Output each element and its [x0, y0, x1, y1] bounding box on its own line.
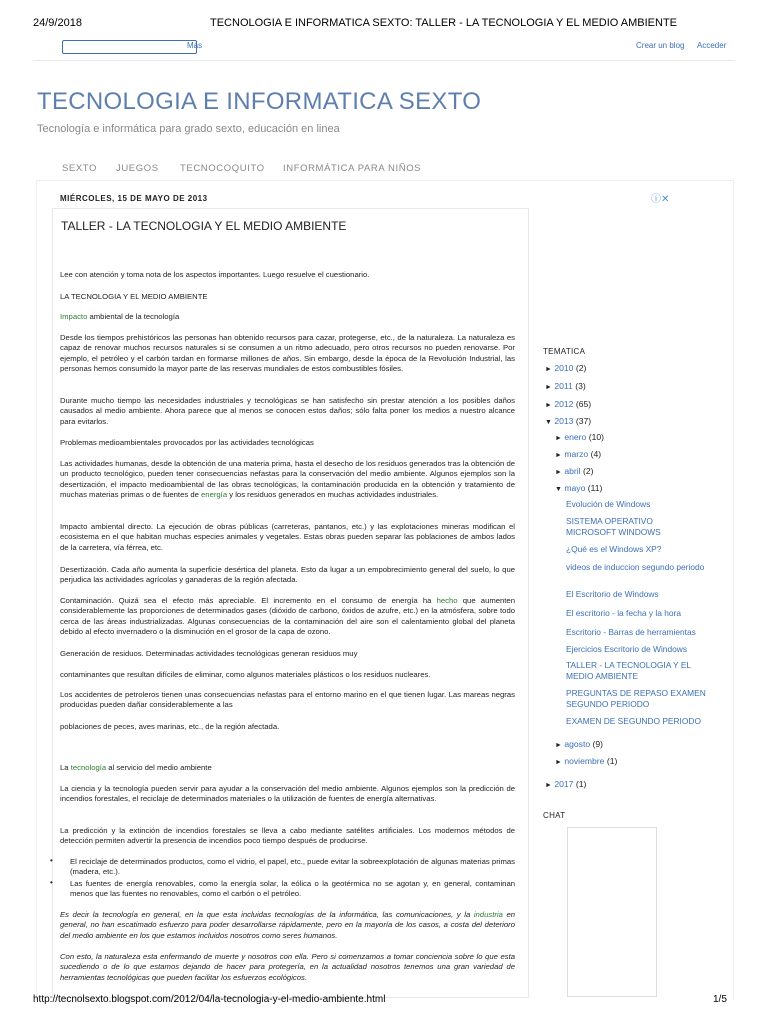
archive-year-2011[interactable]: ► 2011 (3)	[545, 381, 586, 391]
create-blog-link[interactable]: Crear un blog	[636, 41, 685, 50]
archive-month-noviembre[interactable]: ► noviembre (1)	[555, 756, 618, 766]
login-link[interactable]: Acceder	[697, 41, 727, 50]
tab-sexto[interactable]: SEXTO	[62, 163, 98, 174]
blog-title[interactable]: TECNOLOGIA E INFORMATICA SEXTO	[37, 88, 482, 115]
post-title[interactable]: TALLER - LA TECNOLOGIA Y EL MEDIO AMBIENTE	[61, 219, 347, 233]
archive-month-abril[interactable]: ► abril (2)	[555, 466, 594, 476]
ad-choices-icon[interactable]: ⓘ✕	[651, 194, 670, 205]
energia-link[interactable]: energía	[201, 489, 228, 499]
industria-link[interactable]: industria	[473, 910, 503, 919]
bullet-icon: •	[50, 856, 53, 865]
tab-informatica-para-ninos[interactable]: INFORMÁTICA PARA NIÑOS	[283, 163, 422, 174]
post-paragraph: Las actividades humanas, desde la obtención de una materia prima, hasta el desecho de los residuos generados tras la obtención de un producto tecnológico, pueden tener consecuencias nefastas para la conservación del medio ambiente. Algunos ejemplos son la desertización, el impacto medioambiental de las obras tecnológicas, la contaminación producida en la obtención y tratamiento de muchas materias primas o de fuentes de energía y los residuos generados en muchas actividades industriales.	[60, 459, 515, 499]
archive-year-2013[interactable]: ▼ 2013 (37)	[545, 416, 592, 426]
post-date-header: MIÉRCOLES, 15 DE MAYO DE 2013	[60, 194, 208, 203]
print-page-number: 1/5	[713, 994, 727, 1005]
sidebar-post-link[interactable]: Escritorio - Barras de herramientas	[566, 627, 696, 637]
print-date: 24/9/2018	[33, 17, 82, 29]
tecnologia-link[interactable]: tecnología	[70, 763, 107, 772]
collapsed-arrow-icon[interactable]: ►	[545, 402, 552, 409]
sidebar-heading-tematica: TEMATICA	[543, 347, 586, 356]
more-link[interactable]: Más	[187, 41, 203, 50]
archive-year-2010[interactable]: ► 2010 (2)	[545, 363, 587, 373]
collapsed-arrow-icon[interactable]: ►	[555, 452, 562, 459]
sidebar-post-link[interactable]: El Escritorio de Windows	[566, 589, 659, 599]
sidebar-post-link[interactable]: SISTEMA OPERATIVO MICROSOFT WINDOWS	[566, 516, 661, 537]
expanded-arrow-icon[interactable]: ▼	[545, 419, 552, 426]
list-item: El reciclaje de determinados productos, como el vidrio, el papel, etc., puede evitar la sobreexplotación de algunas materias primas (madera, etc.).	[70, 857, 515, 877]
post-paragraph: Generación de residuos. Determinadas actividades tecnológicas generan residuos muy	[60, 649, 358, 658]
collapsed-arrow-icon[interactable]: ►	[555, 435, 562, 442]
bullet-icon: •	[50, 878, 53, 887]
impacto-link[interactable]: Impacto	[60, 312, 88, 321]
sidebar-post-link[interactable]: EXAMEN DE SEGUNDO PERIODO	[566, 716, 701, 726]
collapsed-arrow-icon[interactable]: ►	[545, 782, 552, 789]
collapsed-arrow-icon[interactable]: ►	[555, 742, 562, 749]
sidebar-post-link[interactable]: Evolución de Windows	[566, 499, 651, 509]
sidebar-post-link[interactable]: El escritorio - la fecha y la hora	[566, 608, 681, 618]
sidebar-post-link[interactable]: Ejercicios Escritorio de Windows	[566, 644, 688, 654]
post-paragraph: Los accidentes de petroleros tienen unas consecuencias nefastas para el entorno marino en el que tienen lugar. Las mareas negras producidas pueden dañar considerablemente a las	[60, 690, 515, 710]
sidebar-post-link[interactable]: TALLER - LA TECNOLOGIA Y EL MEDIO AMBIENTE	[566, 660, 691, 681]
collapsed-arrow-icon[interactable]: ►	[545, 366, 552, 373]
blogger-navbar	[33, 33, 735, 61]
post-subheading: Problemas medioambientales provocados por las actividades tecnológicas	[60, 438, 314, 447]
post-intro: Lee con atención y toma nota de los aspectos importantes. Luego resuelve el cuestionario.	[60, 270, 370, 279]
sidebar-post-link[interactable]: ¿Qué es el Windows XP?	[566, 544, 662, 554]
list-item: Las fuentes de energía renovables, como la energía solar, la eólica o la geotérmica no se agotan y, en general, contaminan menos que las fuentes no renovables, como el carbón o el petróleo.	[70, 879, 515, 899]
post-paragraph: La ciencia y la tecnología pueden servir para ayudar a la conservación del medio ambiente. Algunos ejemplos son la predicción de incendios forestales, el reciclaje de determinados materiales o la utilización de fuentes de energía alternativas.	[60, 784, 515, 804]
post-paragraph: Durante mucho tiempo las necesidades industriales y tecnológicas se han satisfecho sin prestar atención a los posibles daños causados al medio ambiente. Ahora parece que al menos se conocen estos daños; sólo falta poner los medios a nuestro alcance para evitarlos.	[60, 396, 515, 426]
post-paragraph: Contaminación. Quizá sea el efecto más apreciable. El incremento en el consumo de energía ha hecho que aumenten considerablemente las proporciones de determinados gases (dióxido de carbono, óxidos de azufre, etc.) en la atmósfera, sobre todo cerca de las áreas industrializadas. Algunas consecuencias de la contaminación del aire son el calentamiento global del planeta debido al efecto invernadero o la disminución en el grosor de la capa de ozono.	[60, 596, 515, 636]
tab-juegos[interactable]: JUEGOS	[116, 163, 159, 174]
archive-month-marzo[interactable]: ► marzo (4)	[555, 449, 602, 459]
print-title: TECNOLOGIA E INFORMATICA SEXTO: TALLER - LA TECNOLOGIA Y EL MEDIO AMBIENTE	[210, 17, 678, 29]
archive-year-2012[interactable]: ► 2012 (65)	[545, 399, 592, 409]
post-subheading-impacto: Impacto ambiental de la tecnología	[60, 312, 180, 321]
expanded-arrow-icon[interactable]: ▼	[555, 486, 562, 493]
search-input[interactable]	[62, 40, 197, 54]
archive-year-2017[interactable]: ► 2017 (1)	[545, 779, 587, 789]
collapsed-arrow-icon[interactable]: ►	[555, 759, 562, 766]
collapsed-arrow-icon[interactable]: ►	[555, 469, 562, 476]
post-subheading: La tecnología al servicio del medio ambiente	[60, 763, 212, 772]
post-paragraph: poblaciones de peces, aves marinas, etc., de la región afectada.	[60, 722, 280, 731]
chat-widget[interactable]	[567, 827, 657, 997]
sidebar-heading-chat: CHAT	[543, 811, 566, 820]
post-paragraph: Con esto, la naturaleza esta enfermando de muerte y nosotros con ella. Pero si comenzamos a tomar conciencia sobre lo que esta sucediendo o de lo que estamos dejando de hacer para protegería, en la actualidad nosotros tenemos una gran variedad de herramientas tecnológicas que pueden facilitar los esfuerzos ecológicos.	[60, 952, 515, 982]
sidebar-post-link[interactable]: PREGUNTAS DE REPASO EXAMEN SEGUNDO PERIODO	[566, 688, 706, 709]
blog-description: Tecnología e informática para grado sexto, educación en linea	[37, 123, 340, 135]
post-paragraph: Es decir la tecnología en general, en la que esta incluidas tecnologías de la informática, las comunicaciones, y la industria en general, no han escatimado esfuerzo para poder desarrollarse rápidamente, pero en la mayoría de los casos, a costa del deterioro del medio ambiente en los que estamos incluidos nosotros como seres humanos.	[60, 910, 516, 940]
post-paragraph: Desertización. Cada año aumenta la superficie desértica del planeta. Esto da lugar a un empobrecimiento general del suelo, lo que perjudica las actividades agrícolas y ganaderas de la región afectada.	[60, 565, 515, 585]
sidebar-post-link[interactable]: videos de induccion segundo periodo	[566, 562, 705, 572]
print-url: http://tecnolsexto.blogspot.com/2012/04/la-tecnologia-y-el-medio-ambiente.html	[33, 994, 386, 1005]
post-paragraph: contaminantes que resultan difíciles de eliminar, como algunos materiales plásticos o los residuos nucleares.	[60, 670, 431, 679]
post-paragraph: La predicción y la extinción de incendios forestales se lleva a cabo mediante satélites artificiales. Los modernos métodos de detección permiten advertir la presencia de incendios poco tiempo después de producirse.	[60, 826, 515, 846]
archive-month-mayo[interactable]: ▼ mayo (11)	[555, 483, 603, 493]
archive-month-agosto[interactable]: ► agosto (9)	[555, 739, 604, 749]
archive-month-enero[interactable]: ► enero (10)	[555, 432, 604, 442]
hecho-link[interactable]: hecho	[436, 596, 458, 605]
post-heading: LA TECNOLOGIA Y EL MEDIO AMBIENTE	[60, 292, 208, 301]
post-paragraph: Desde los tiempos prehistóricos las personas han obtenido recursos para cazar, protegerse, etc., de la naturaleza. La naturaleza es capaz de renovar muchos recursos naturales si se consumen a un ritmo adecuado, pero otros recursos no pueden renovarse. Por ejemplo, el petróleo y el carbón tardan en formarse millones de años. Sin embargo, desde la época de la Revolución Industrial, las personas hemos consumido la mayor parte de las reservas mundiales de estos combustibles fósiles.	[60, 333, 515, 373]
post-paragraph: Impacto ambiental directo. La ejecución de obras públicas (carreteras, pantanos, etc.) y las explotaciones mineras modifican el ecosistema en el que habitan muchas especies animales y vegetales. Estas obras pueden separar las poblaciones de ambos lados de la carretera, vía férrea, etc.	[60, 522, 515, 552]
collapsed-arrow-icon[interactable]: ►	[545, 384, 552, 391]
tab-tecnocoquito[interactable]: TECNOCOQUITO	[180, 163, 265, 174]
